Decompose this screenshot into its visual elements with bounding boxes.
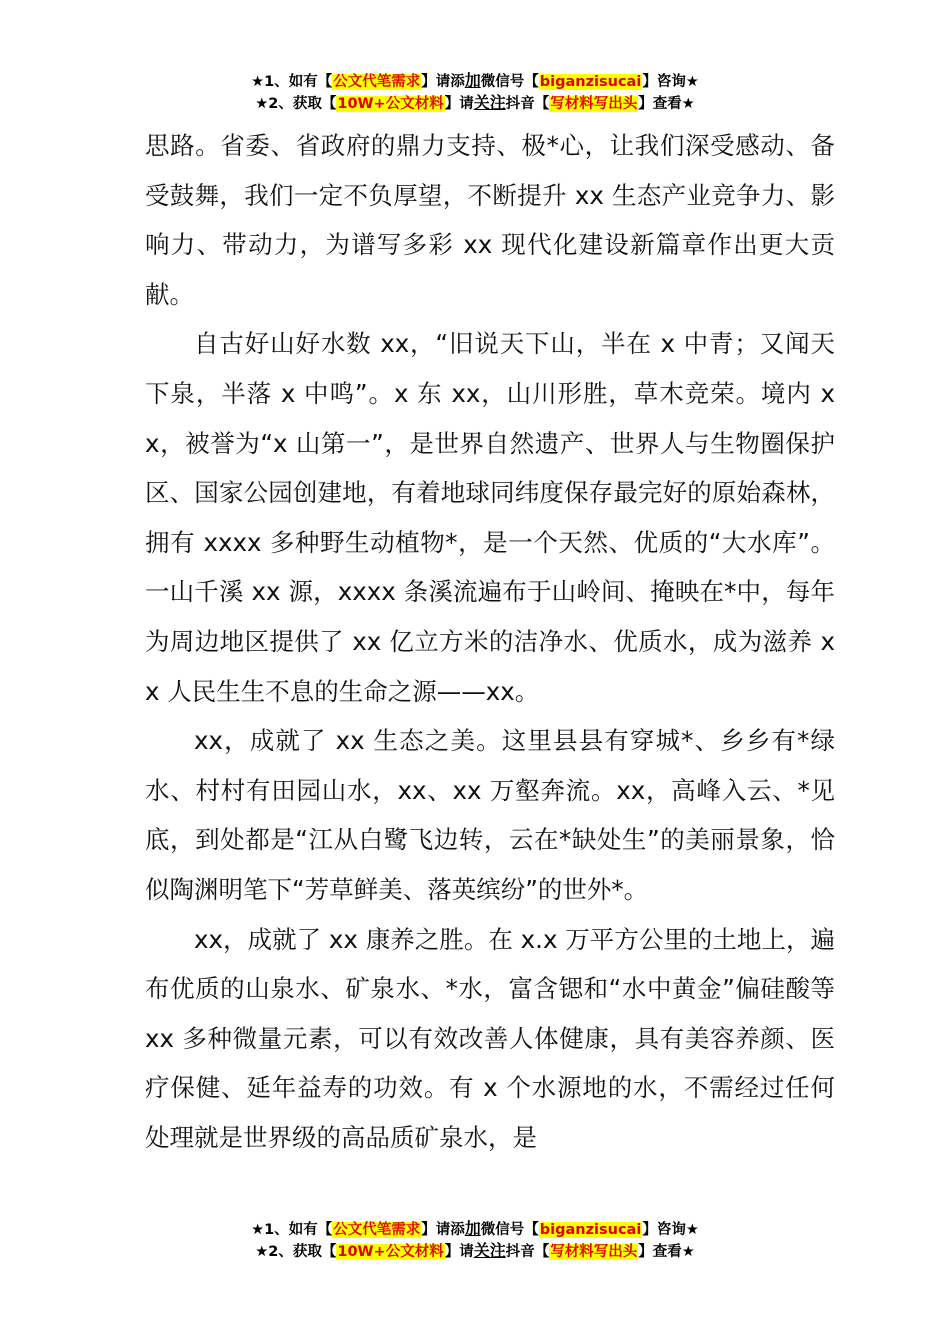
banner-text: 】咨询★: [642, 74, 699, 90]
highlight-service: 公文代笔需求: [333, 74, 421, 90]
paragraph: xx，成就了 xx 生态之美。这里县县有穿城*、乡乡有*绿水、村村有田园山水，xx、xx 万壑奔流。xx，高峰入云、*见底，到处都是“江从白鹭飞边转，云在*缺处生”的美丽景象，恰似陶渊明笔下“芳草鲜美、落英缤纷”的世外*。: [145, 726, 835, 904]
highlight-douyin-account: 写材料写出头: [550, 96, 638, 112]
banner-text: 】查看★: [638, 96, 695, 112]
banner-text: 微信号【: [480, 1222, 539, 1238]
banner-text: ★1、如有【: [251, 1222, 333, 1238]
banner-text: ★2、获取【: [255, 96, 337, 112]
banner-text: ★2、获取【: [255, 1244, 337, 1260]
banner-text: 】咨询★: [642, 1222, 699, 1238]
paragraph: 自古好山好水数 xx，“旧说天下山，半在 x 中青；又闻天下泉，半落 x 中鸣”。x 东 xx，山川形胜，草木竞荣。境内 xx，被誉为“x 山第一”，是世界自然遗产、世界人与生物圈保护区、国家公园创建地，有着地球同纬度保存最完好的原始森林，拥有 xxxx 多种野生动植物*，是一个天然、优质的“大水库”。一山千溪 xx 源，xxxx 条溪流遍布于山岭间、掩映在*中，每年为周边地区提供了 xx 亿立方米的洁净水、优质水，成为滋养 xx 人民生生不息的生命之源——xx。: [145, 329, 835, 706]
banner-text: 】查看★: [638, 1244, 695, 1260]
highlight-douyin-account: 写材料写出头: [550, 1244, 638, 1260]
highlight-materials: 10W+公文材料: [337, 96, 444, 112]
banner-text: 】请: [444, 1244, 474, 1260]
highlight-materials: 10W+公文材料: [337, 1244, 444, 1260]
banner-underlined-text: 加: [464, 1219, 481, 1238]
banner-text: 】请添: [421, 74, 465, 90]
banner-line-1: [0, 1218, 950, 1240]
banner-text: 抖音【: [505, 96, 550, 112]
paragraph: xx，成就了 xx 康养之胜。在 x.x 万平方公里的土地上，遍布优质的山泉水、矿泉水、*水，富含锶和“水中黄金”偏硅酸等 xx 多种微量元素，可以有效改善人体健康，具有美容养颜、医疗保健、延年益寿的功效。有 x 个水源地的水，不需经过任何处理就是世界级的高品质矿泉水，是: [145, 924, 835, 1152]
banner-line-1: [0, 70, 950, 92]
highlight-service: 公文代笔需求: [333, 1222, 421, 1238]
footer-banner: [0, 1218, 950, 1262]
banner-text: ★1、如有【: [251, 74, 333, 90]
highlight-wechat-id: biganzisucai: [539, 74, 642, 90]
banner-line-2: [0, 1240, 950, 1262]
banner-underlined-text: 加: [464, 71, 481, 90]
banner-underlined-text: 关注: [473, 93, 506, 112]
banner-line-2: [0, 92, 950, 114]
banner-text: 微信号【: [480, 74, 539, 90]
banner-underlined-text: 关注: [473, 1241, 506, 1260]
paragraph: 思路。省委、省政府的鼎力支持、极*心，让我们深受感动、备受鼓舞，我们一定不负厚望，不断提升 xx 生态产业竞争力、影响力、带动力，为谱写多彩 xx 现代化建设新篇章作出更大贡献。: [145, 131, 835, 309]
banner-text: 抖音【: [505, 1244, 550, 1260]
header-banner: [0, 70, 950, 114]
document-body: [145, 121, 835, 1162]
banner-text: 】请添: [421, 1222, 465, 1238]
highlight-wechat-id: biganzisucai: [539, 1222, 642, 1238]
banner-text: 】请: [444, 96, 474, 112]
